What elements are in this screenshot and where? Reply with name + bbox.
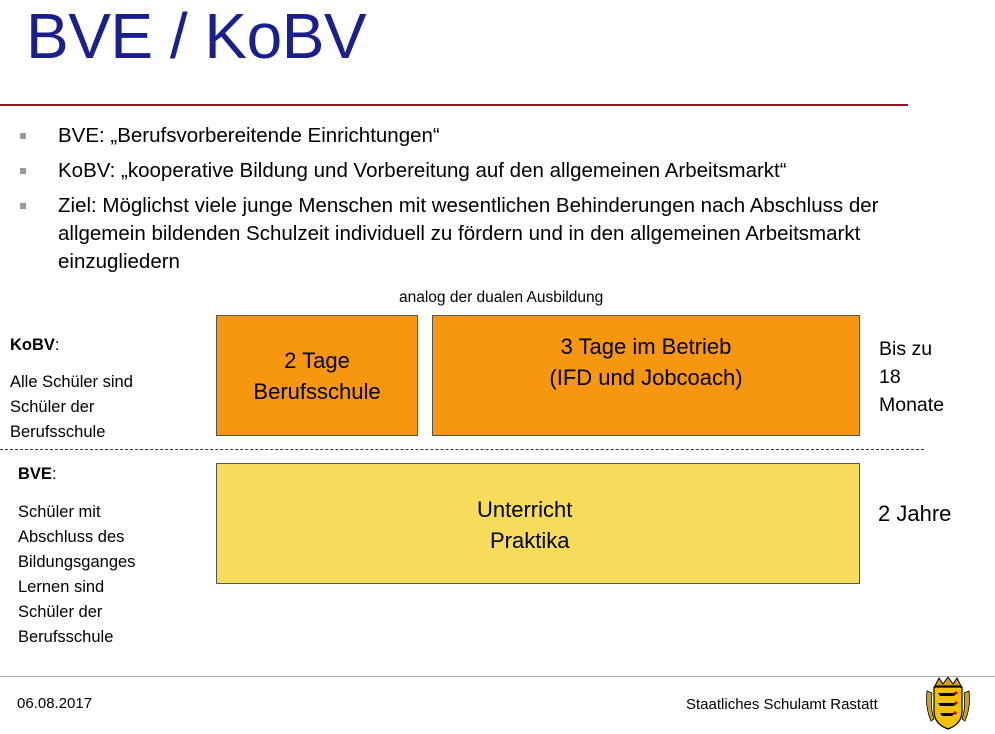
kobv-description-line: Berufsschule [10, 423, 106, 441]
diagram-caption: analog der dualen Ausbildung [399, 289, 604, 306]
kobv-description-line: Schüler der [10, 398, 95, 416]
kobv-school-box: 2 Tage Berufsschule [216, 315, 418, 436]
bullet-item: BVE: „Berufsvorbereitende Einrichtungen“ [18, 122, 938, 150]
bullet-item: KoBV: „kooperative Bildung und Vorbereitung auf den allgemeinen Arbeitsmarkt“ [18, 157, 938, 185]
footer-date: 06.08.2017 [17, 695, 93, 712]
bve-description-line: Abschluss des [18, 528, 125, 546]
bve-duration: 2 Jahre [878, 501, 952, 526]
title-rule [0, 104, 908, 106]
bullet-square-icon [20, 203, 26, 209]
kobv-description-line: Alle Schüler sind [10, 373, 133, 391]
bve-heading: BVE: [18, 465, 57, 483]
bullet-square-icon [20, 133, 26, 139]
footer-rule [0, 676, 995, 677]
bve-description-line: Lernen sind [18, 578, 105, 596]
footer-organization: Staatliches Schulamt Rastatt [686, 696, 878, 713]
kobv-duration: Bis zu 18 Monate [879, 338, 945, 416]
bullet-item: Ziel: Möglichst viele junge Menschen mit wesentlichen Behinderungen nach Abschluss der allgemein bildenden Schulzeit individuell zu fördern und in den allgemeinen Arbeitsmarkt einzugliedern [18, 192, 938, 276]
kobv-heading: KoBV: [10, 336, 60, 354]
slide-title: BVE / KoBV [26, 0, 367, 72]
kobv-label [10, 333, 133, 445]
coat-of-arms-icon [925, 677, 971, 731]
dashed-divider [0, 449, 924, 450]
bve-label [18, 462, 135, 650]
bullet-list [18, 122, 938, 283]
kobv-company-box: 3 Tage im Betrieb (IFD und Jobcoach) [432, 315, 860, 436]
bullet-square-icon [20, 168, 26, 174]
bve-description-line: Berufsschule [18, 628, 114, 646]
bve-description-line: Schüler mit [18, 503, 101, 521]
bve-description-line: Bildungsganges [18, 553, 136, 571]
bve-box: Unterricht Praktika [216, 463, 860, 584]
bve-description-line: Schüler der [18, 603, 103, 621]
